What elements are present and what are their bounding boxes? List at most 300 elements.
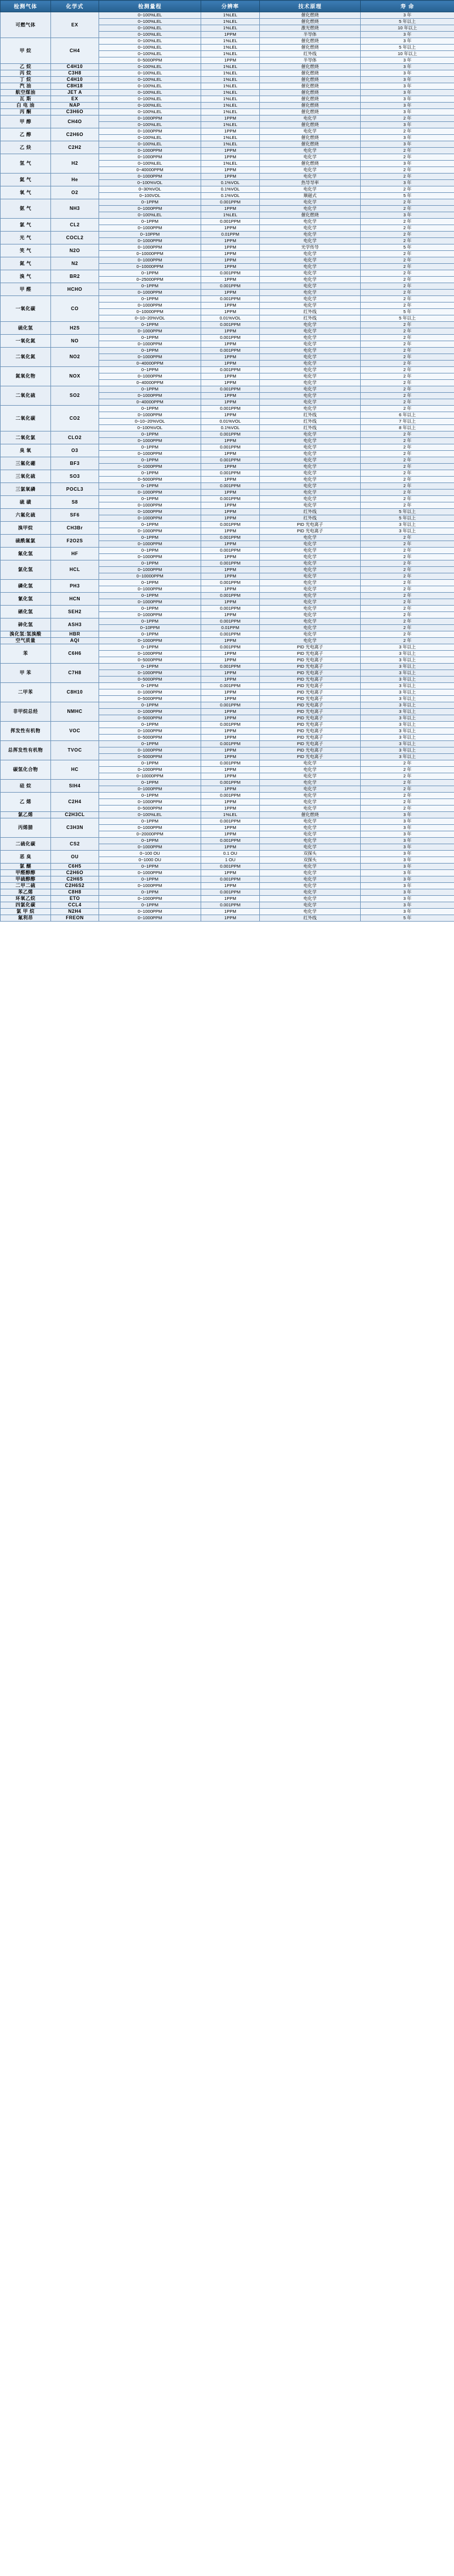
cell-range: 0~5000PPM	[99, 657, 201, 664]
cell-formula: POCL3	[51, 483, 99, 496]
cell-technology: 电化学	[260, 115, 361, 122]
table-row	[1, 535, 454, 541]
cell-range: 0~1PPM	[99, 431, 201, 438]
cell-technology: 双探头	[260, 851, 361, 857]
cell-technology: 电化学	[260, 361, 361, 367]
cell-technology: 电化学	[260, 457, 361, 464]
cell-resolution: 0.1%VOL	[201, 425, 260, 431]
cell-range: 0~100%LEL	[99, 812, 201, 818]
cell-resolution: 1PPM	[201, 657, 260, 664]
cell-resolution: 0.001PPM	[201, 348, 260, 354]
cell-range: 0~1PPM	[99, 838, 201, 844]
cell-life: 3 年以上	[361, 528, 454, 535]
cell-gas-name: 氮 气	[1, 257, 51, 270]
cell-gas-name: 磷化氢	[1, 580, 51, 593]
cell-life: 2 年	[361, 599, 454, 606]
cell-life: 2 年	[361, 341, 454, 348]
cell-life: 3 年以上	[361, 747, 454, 754]
table-row	[1, 838, 454, 844]
cell-life: 3 年以上	[361, 683, 454, 689]
cell-formula: CH4	[51, 38, 99, 64]
cell-range: 0~1000 OU	[99, 857, 201, 864]
cell-technology: 电化学	[260, 219, 361, 225]
table-row	[1, 760, 454, 767]
cell-range: 0~1PPM	[99, 760, 201, 767]
cell-life: 3 年	[361, 90, 454, 96]
cell-resolution: 1%LEL	[201, 38, 260, 45]
cell-life: 3 年	[361, 838, 454, 844]
cell-technology: 电化学	[260, 631, 361, 638]
table-row	[1, 896, 454, 902]
cell-gas-name: 汽 油	[1, 83, 51, 90]
cell-range: 0~100%LEL	[99, 141, 201, 148]
cell-resolution: 0.001PPM	[201, 444, 260, 451]
cell-life: 3 年	[361, 876, 454, 883]
cell-resolution: 1PPM	[201, 412, 260, 419]
cell-life: 2 年	[361, 386, 454, 393]
cell-technology: 电化学	[260, 599, 361, 606]
cell-life: 2 年	[361, 367, 454, 373]
cell-life: 2 年	[361, 593, 454, 599]
cell-gas-name: 硫酰氟氯	[1, 535, 51, 548]
cell-resolution: 1%LEL	[201, 109, 260, 115]
cell-range: 0~100%LEL	[99, 135, 201, 141]
table-row	[1, 348, 454, 354]
cell-technology: 电化学	[260, 335, 361, 341]
cell-gas-name: 航空煤油	[1, 90, 51, 96]
cell-resolution: 0.001PPM	[201, 664, 260, 670]
cell-range: 0~1000PPM	[99, 599, 201, 606]
cell-life: 2 年	[361, 303, 454, 309]
cell-technology: 光学传导	[260, 244, 361, 251]
cell-range: 0~1PPM	[99, 470, 201, 477]
cell-formula: SEH2	[51, 606, 99, 618]
cell-formula: CH3Br	[51, 522, 99, 535]
cell-resolution: 0.001PPM	[201, 283, 260, 290]
cell-resolution: 0.001PPM	[201, 406, 260, 412]
cell-technology: 电化学	[260, 567, 361, 573]
cell-formula: CL2	[51, 219, 99, 232]
cell-life: 2 年	[361, 554, 454, 560]
cell-range: 0~100 OU	[99, 851, 201, 857]
cell-technology: 电化学	[260, 367, 361, 373]
cell-resolution: 1PPM	[201, 715, 260, 722]
cell-technology: 电化学	[260, 825, 361, 831]
cell-range: 0~1PPM	[99, 535, 201, 541]
cell-range: 0~5000PPM	[99, 677, 201, 683]
cell-gas-name: 二氧化硫	[1, 386, 51, 406]
table-row	[1, 386, 454, 393]
table-row	[1, 77, 454, 83]
cell-technology: 电化学	[260, 167, 361, 174]
cell-life: 3 年	[361, 77, 454, 83]
cell-technology: 红外线	[260, 419, 361, 425]
cell-range: 0~1000PPM	[99, 896, 201, 902]
cell-range: 0~1000PPM	[99, 206, 201, 212]
cell-gas-name: 丙 烷	[1, 70, 51, 77]
cell-formula: CO2	[51, 406, 99, 431]
cell-resolution: 1PPM	[201, 754, 260, 760]
cell-gas-name: 二氧化氯	[1, 431, 51, 444]
cell-range: 0~30%VOL	[99, 186, 201, 193]
cell-formula: CCL4	[51, 902, 99, 909]
cell-formula: C6H5	[51, 864, 99, 870]
cell-life: 3 年以上	[361, 689, 454, 696]
cell-range: 0~1000PPM	[99, 341, 201, 348]
cell-technology: 电化学	[260, 831, 361, 838]
cell-resolution: 1PPM	[201, 573, 260, 580]
cell-range: 0~1000PPM	[99, 244, 201, 251]
cell-technology: PID 光电离子	[260, 715, 361, 722]
table-row	[1, 406, 454, 412]
cell-range: 0~1000PPM	[99, 174, 201, 180]
cell-resolution: 1PPM	[201, 341, 260, 348]
cell-gas-name: 三氯氧磷	[1, 483, 51, 496]
cell-life: 2 年	[361, 560, 454, 567]
cell-resolution: 1%LEL	[201, 96, 260, 103]
cell-range: 0~100%LEL	[99, 90, 201, 96]
cell-resolution: 1PPM	[201, 438, 260, 444]
cell-life: 2 年	[361, 535, 454, 541]
cell-life: 2 年	[361, 225, 454, 232]
cell-gas-name: 碳氢化合物	[1, 760, 51, 780]
table-row	[1, 283, 454, 290]
cell-life: 3 年	[361, 70, 454, 77]
cell-range: 0~100%LEL	[99, 45, 201, 51]
cell-technology: 电化学	[260, 876, 361, 883]
cell-range: 0~1000PPM	[99, 148, 201, 154]
table-row	[1, 915, 454, 922]
cell-life: 3 年	[361, 57, 454, 64]
cell-range: 0~10PPM	[99, 232, 201, 238]
cell-range: 0~1000PPM	[99, 464, 201, 470]
cell-resolution: 1PPM	[201, 806, 260, 812]
cell-formula: C3H6O	[51, 109, 99, 115]
cell-resolution: 1PPM	[201, 735, 260, 741]
table-row	[1, 593, 454, 599]
column-header-formula: 化学式	[51, 1, 99, 12]
cell-resolution: 0.001PPM	[201, 270, 260, 277]
cell-technology: 电化学	[260, 780, 361, 786]
cell-life: 2 年	[361, 238, 454, 244]
cell-gas-name: 甲 醇	[1, 115, 51, 128]
cell-range: 0~1000PPM	[99, 786, 201, 793]
cell-technology: PID 光电离子	[260, 664, 361, 670]
cell-life: 3 年以上	[361, 741, 454, 747]
cell-resolution: 1%LEL	[201, 70, 260, 77]
cell-life: 7 年以上	[361, 419, 454, 425]
cell-life: 2 年	[361, 373, 454, 380]
table-row	[1, 618, 454, 625]
cell-range: 0~1PPM	[99, 457, 201, 464]
cell-range: 0~1PPM	[99, 444, 201, 451]
cell-range: 0~10PPM	[99, 625, 201, 631]
table-row	[1, 128, 454, 135]
cell-gas-name: 六氟化硫	[1, 509, 51, 522]
table-row	[1, 818, 454, 825]
table-row	[1, 606, 454, 612]
cell-life: 2 年	[361, 438, 454, 444]
cell-life: 2 年	[361, 174, 454, 180]
cell-technology: 电化学	[260, 341, 361, 348]
cell-range: 0~5000PPM	[99, 477, 201, 483]
cell-range: 0~1000PPM	[99, 154, 201, 161]
cell-resolution: 1%LEL	[201, 812, 260, 818]
cell-gas-name: 苯	[1, 644, 51, 664]
cell-range: 0~1000PPM	[99, 515, 201, 522]
cell-technology: 催化燃烧	[260, 90, 361, 96]
table-row	[1, 864, 454, 870]
cell-range: 0~1000PPM	[99, 638, 201, 644]
cell-resolution: 1PPM	[201, 451, 260, 457]
cell-resolution: 0.001PPM	[201, 741, 260, 747]
cell-technology: 电化学	[260, 431, 361, 438]
cell-technology: 电化学	[260, 618, 361, 625]
cell-technology: 电化学	[260, 612, 361, 618]
cell-life: 2 年	[361, 541, 454, 548]
cell-gas-name: 乙 醇	[1, 128, 51, 141]
cell-resolution: 1PPM	[201, 32, 260, 38]
table-row	[1, 722, 454, 728]
cell-technology: 电化学	[260, 838, 361, 844]
cell-technology: 电化学	[260, 444, 361, 451]
cell-gas-name: 甲硫醇醇	[1, 876, 51, 883]
cell-gas-name: 氟利昂	[1, 915, 51, 922]
cell-range: 0~100%LEL	[99, 96, 201, 103]
cell-resolution: 0.001PPM	[201, 793, 260, 799]
cell-resolution: 1%LEL	[201, 212, 260, 219]
cell-technology: PID 光电离子	[260, 689, 361, 696]
cell-technology: PID 光电离子	[260, 522, 361, 528]
cell-technology: 电化学	[260, 864, 361, 870]
cell-resolution: 1PPM	[201, 831, 260, 838]
cell-life: 2 年	[361, 793, 454, 799]
cell-range: 0~100%LEL	[99, 12, 201, 19]
cell-technology: 电化学	[260, 348, 361, 354]
cell-life: 2 年	[361, 638, 454, 644]
cell-resolution: 0.1%VOL	[201, 180, 260, 186]
cell-gas-name: 四氯化碳	[1, 902, 51, 909]
cell-technology: PID 光电离子	[260, 696, 361, 702]
cell-formula: HCN	[51, 593, 99, 606]
cell-gas-name: 环氧乙烷	[1, 896, 51, 902]
cell-resolution: 1PPM	[201, 799, 260, 806]
table-row	[1, 483, 454, 490]
cell-gas-name: 溴 气	[1, 270, 51, 283]
cell-gas-name: 三氟化硼	[1, 457, 51, 470]
cell-range: 0~100%VOL	[99, 425, 201, 431]
table-row	[1, 335, 454, 341]
cell-life: 3 年以上	[361, 651, 454, 657]
cell-gas-name: 空气质量	[1, 638, 51, 644]
cell-range: 0~100%LEL	[99, 64, 201, 70]
cell-resolution: 1PPM	[201, 709, 260, 715]
cell-resolution: 1PPM	[201, 651, 260, 657]
cell-resolution: 1PPM	[201, 399, 260, 406]
cell-resolution: 1%LEL	[201, 103, 260, 109]
cell-technology: 电化学	[260, 257, 361, 264]
cell-range: 0~100%LEL	[99, 51, 201, 57]
table-row	[1, 889, 454, 896]
cell-technology: PID 光电离子	[260, 702, 361, 709]
cell-resolution: 1%LEL	[201, 25, 260, 32]
cell-technology: 半导体	[260, 32, 361, 38]
cell-technology: 红外线	[260, 51, 361, 57]
cell-life: 3 年	[361, 857, 454, 864]
table-row	[1, 186, 454, 193]
cell-life: 2 年	[361, 457, 454, 464]
cell-range: 0~1PPM	[99, 548, 201, 554]
cell-technology: 电化学	[260, 844, 361, 851]
cell-technology: 电化学	[260, 380, 361, 386]
cell-formula: NAP	[51, 103, 99, 109]
cell-life: 3 年	[361, 109, 454, 115]
cell-gas-name: 光 气	[1, 232, 51, 244]
cell-life: 3 年	[361, 161, 454, 167]
cell-formula: N2	[51, 257, 99, 270]
cell-technology: 电化学	[260, 238, 361, 244]
cell-technology: 电化学	[260, 638, 361, 644]
table-row	[1, 444, 454, 451]
cell-technology: 电化学	[260, 799, 361, 806]
cell-resolution: 0.001PPM	[201, 780, 260, 786]
cell-life: 6 年以上	[361, 412, 454, 419]
cell-resolution: 1 OU	[201, 857, 260, 864]
cell-formula: NMHC	[51, 702, 99, 722]
cell-resolution: 1PPM	[201, 264, 260, 270]
cell-technology: 电化学	[260, 496, 361, 502]
cell-life: 2 年	[361, 257, 454, 264]
cell-life: 2 年	[361, 767, 454, 773]
cell-formula: C2H6S2	[51, 883, 99, 889]
cell-formula: HCHO	[51, 283, 99, 296]
cell-range: 0~100%LEL	[99, 77, 201, 83]
cell-resolution: 1PPM	[201, 528, 260, 535]
cell-resolution: 1PPM	[201, 515, 260, 522]
cell-resolution: 0.001PPM	[201, 838, 260, 844]
cell-resolution: 1PPM	[201, 328, 260, 335]
cell-range: 0~1PPM	[99, 780, 201, 786]
cell-life: 2 年	[361, 115, 454, 122]
cell-range: 0~100%LEL	[99, 212, 201, 219]
cell-resolution: 1PPM	[201, 638, 260, 644]
cell-formula: COCL2	[51, 232, 99, 244]
cell-resolution: 0.001PPM	[201, 864, 260, 870]
cell-gas-name: 硫化氢	[1, 322, 51, 335]
cell-life: 3 年以上	[361, 657, 454, 664]
cell-formula: O3	[51, 444, 99, 457]
cell-life: 3 年以上	[361, 670, 454, 677]
cell-formula: NO2	[51, 348, 99, 367]
table-row	[1, 109, 454, 115]
cell-resolution: 1PPM	[201, 277, 260, 283]
cell-resolution: 1PPM	[201, 767, 260, 773]
cell-resolution: 0.001PPM	[201, 818, 260, 825]
cell-formula: NH3	[51, 199, 99, 219]
cell-technology: PID 光电离子	[260, 677, 361, 683]
cell-range: 0~10000PPM	[99, 573, 201, 580]
cell-life: 5 年	[361, 309, 454, 315]
cell-range: 0~1000PPM	[99, 586, 201, 593]
cell-range: 0~1000PPM	[99, 612, 201, 618]
cell-resolution: 1PPM	[201, 238, 260, 244]
cell-range: 0~1PPM	[99, 876, 201, 883]
cell-formula: CS2	[51, 838, 99, 851]
table-row	[1, 244, 454, 251]
cell-life: 3 年以上	[361, 677, 454, 683]
cell-formula: F2O2S	[51, 535, 99, 548]
cell-technology: 电化学	[260, 264, 361, 270]
cell-technology: 电化学	[260, 386, 361, 393]
table-row	[1, 548, 454, 554]
cell-life: 2 年	[361, 806, 454, 812]
cell-range: 0~5000PPM	[99, 696, 201, 702]
cell-range: 0~1000PPM	[99, 689, 201, 696]
cell-life: 3 年以上	[361, 715, 454, 722]
cell-life: 10 年以上	[361, 51, 454, 57]
cell-technology: 红外线	[260, 915, 361, 922]
cell-life: 3 年以上	[361, 735, 454, 741]
cell-life: 5 年	[361, 244, 454, 251]
cell-life: 5 年以上	[361, 19, 454, 25]
cell-life: 3 年	[361, 122, 454, 128]
cell-technology: 电化学	[260, 573, 361, 580]
cell-formula: C7H8	[51, 664, 99, 683]
cell-formula: PH3	[51, 580, 99, 593]
cell-gas-name: 甲 苯	[1, 664, 51, 683]
cell-life: 3 年	[361, 812, 454, 818]
table-row	[1, 115, 454, 122]
cell-gas-name: 硫 磺	[1, 496, 51, 509]
cell-life: 3 年以上	[361, 754, 454, 760]
cell-life: 2 年	[361, 477, 454, 483]
cell-formula: VOC	[51, 722, 99, 741]
cell-life: 2 年	[361, 154, 454, 161]
cell-range: 0~1PPM	[99, 199, 201, 206]
cell-technology: 电化学	[260, 199, 361, 206]
cell-resolution: 0.001PPM	[201, 522, 260, 528]
cell-resolution: 0.001PPM	[201, 386, 260, 393]
cell-range: 0~1PPM	[99, 644, 201, 651]
cell-resolution: 0.001PPM	[201, 548, 260, 554]
cell-technology: PID 光电离子	[260, 747, 361, 754]
cell-life: 2 年	[361, 322, 454, 328]
cell-range: 0~1000PPM	[99, 870, 201, 876]
cell-resolution: 0.001PPM	[201, 335, 260, 341]
table-row	[1, 702, 454, 709]
cell-technology: PID 光电离子	[260, 728, 361, 735]
cell-range: 0~40000PPM	[99, 380, 201, 386]
cell-resolution: 1PPM	[201, 354, 260, 361]
table-row	[1, 90, 454, 96]
cell-life: 3 年以上	[361, 728, 454, 735]
cell-resolution: 1%LEL	[201, 45, 260, 51]
cell-technology: 红外线	[260, 309, 361, 315]
cell-formula: HCL	[51, 560, 99, 580]
cell-life: 2 年	[361, 483, 454, 490]
cell-range: 0~1000PPM	[99, 883, 201, 889]
cell-gas-name: 臭 氧	[1, 444, 51, 457]
table-row	[1, 219, 454, 225]
cell-life: 2 年	[361, 277, 454, 283]
cell-life: 3 年	[361, 32, 454, 38]
cell-gas-name: 三氧化硫	[1, 470, 51, 483]
cell-life: 2 年	[361, 148, 454, 154]
cell-life: 2 年	[361, 780, 454, 786]
cell-resolution: 1PPM	[201, 786, 260, 793]
cell-range: 0~1000PPM	[99, 541, 201, 548]
cell-formula: C4H10	[51, 77, 99, 83]
